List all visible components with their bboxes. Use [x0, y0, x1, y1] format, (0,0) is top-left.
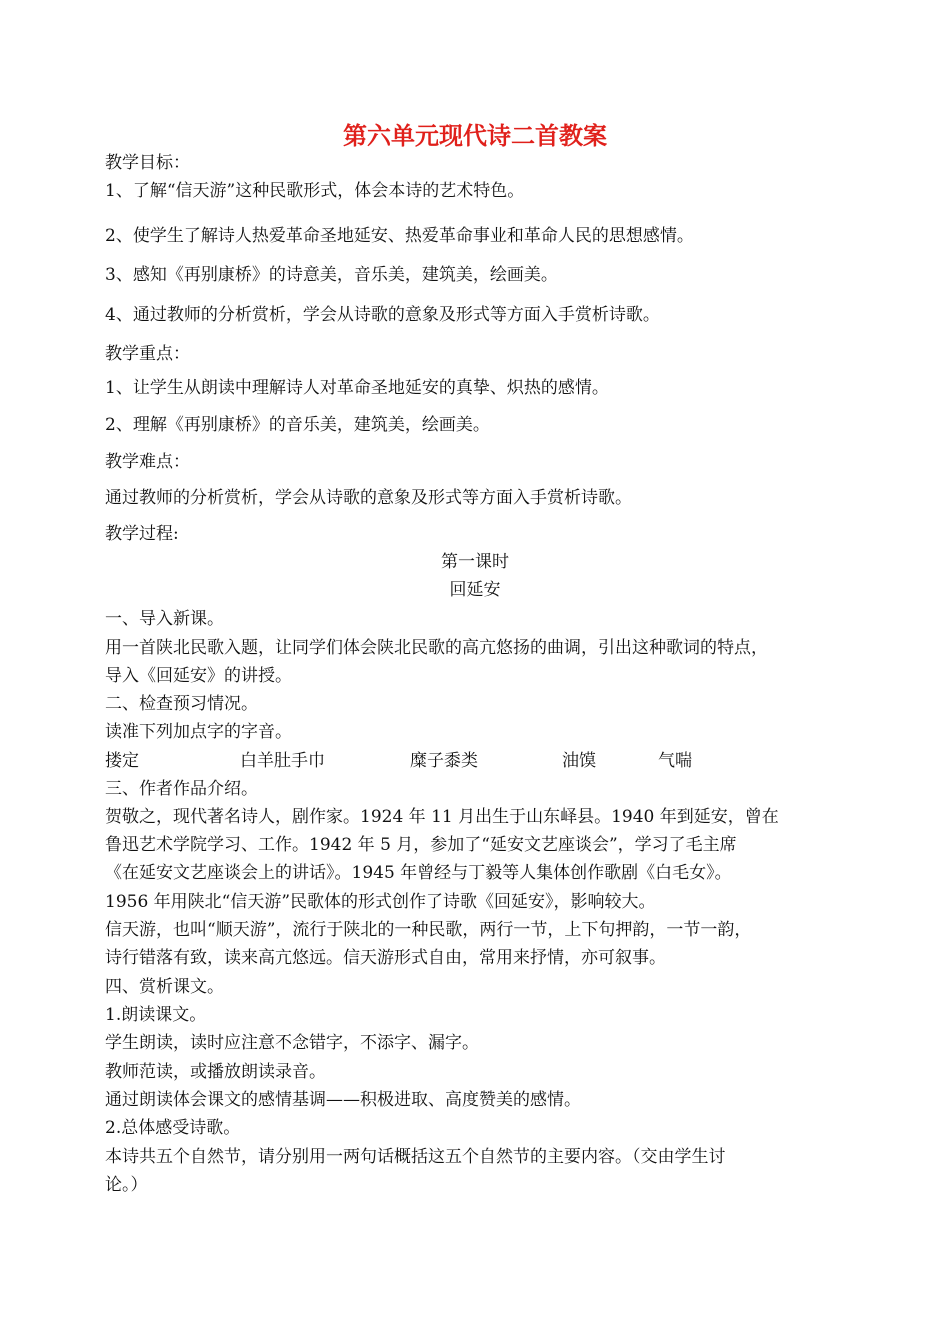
process-heading: 教学过程:: [105, 524, 179, 544]
paragraph-line: 用一首陕北民歌入题，让同学们体会陕北民歌的高亢悠扬的曲调，引出这种歌词的特点，: [105, 638, 768, 658]
vocab-row: [105, 750, 805, 772]
goal-item: 1、了解“信天游”这种民歌形式，体会本诗的艺术特色。: [105, 181, 525, 201]
subsection-heading: 1.朗读课文。: [105, 1005, 207, 1025]
poem-title: 回延安: [449, 580, 501, 600]
vocab-word: 糜子黍类: [410, 751, 478, 771]
goal-item: 2、使学生了解诗人热爱革命圣地延安、热爱革命事业和革命人民的思想感情。: [105, 226, 694, 246]
vocab-word: 油馍: [562, 751, 596, 771]
paragraph-line: 贺敬之，现代著名诗人，剧作家。1924 年 11 月出生于山东峄县。1940 年到延安，曾在: [105, 807, 779, 827]
paragraph-line: 论。）: [105, 1175, 148, 1195]
key-point: 2、理解《再别康桥》的音乐美，建筑美，绘画美。: [105, 415, 490, 435]
difficulty-text: 通过教师的分析赏析，学会从诗歌的意象及形式等方面入手赏析诗歌。: [105, 488, 632, 508]
difficulty-heading: 教学难点：: [105, 452, 190, 472]
vocab-word: 白羊肚手巾: [240, 751, 325, 771]
section-heading: 三、作者作品介绍。: [105, 779, 258, 799]
key-heading: 教学重点：: [105, 344, 190, 364]
paragraph-line: 读准下列加点字的字音。: [105, 722, 292, 742]
paragraph-line: 诗行错落有致，读来高亢悠远。信天游形式自由，常用来抒情，亦可叙事。: [105, 948, 666, 968]
lesson-label: 第一课时: [441, 552, 509, 572]
goal-item: 4、通过教师的分析赏析，学会从诗歌的意象及形式等方面入手赏析诗歌。: [105, 305, 660, 325]
paragraph-line: 信天游，也叫“顺天游”，流行于陕北的一种民歌，两行一节，上下句押韵，一节一韵，: [105, 920, 752, 940]
document-title: 第六单元现代诗二首教案: [343, 122, 607, 150]
subsection-heading: 2.总体感受诗歌。: [105, 1118, 241, 1138]
paragraph-line: 学生朗读，读时应注意不念错字，不添字、漏字。: [105, 1033, 479, 1053]
vocab-word: 气喘: [658, 751, 692, 771]
section-heading: 二、检查预习情况。: [105, 694, 258, 714]
goal-item: 3、感知《再别康桥》的诗意美，音乐美，建筑美，绘画美。: [105, 265, 558, 285]
key-point: 1、让学生从朗读中理解诗人对革命圣地延安的真挚、炽热的感情。: [105, 378, 609, 398]
paragraph-line: 本诗共五个自然节，请分别用一两句话概括这五个自然节的主要内容。（交由学生讨: [105, 1147, 726, 1167]
paragraph-line: 教师范读，或播放朗读录音。: [105, 1062, 326, 1082]
paragraph-line: 通过朗读体会课文的感情基调——积极进取、高度赞美的感情。: [105, 1090, 581, 1110]
paragraph-line: 鲁迅艺术学院学习、工作。1942 年 5 月，参加了“延安文艺座谈会”，学习了毛主席: [105, 835, 737, 855]
paragraph-line: 1956 年用陕北“信天游”民歌体的形式创作了诗歌《回延安》，影响较大。: [105, 892, 656, 912]
paragraph-line: 导入《回延安》的讲授。: [105, 666, 292, 686]
section-heading: 一、导入新课。: [105, 609, 224, 629]
paragraph-line: 《在延安文艺座谈会上的讲话》。1945 年曾经与丁毅等人集体创作歌剧《白毛女》。: [105, 863, 732, 883]
vocab-word: 搂定: [105, 751, 139, 771]
goals-heading: 教学目标：: [105, 153, 190, 173]
section-heading: 四、赏析课文。: [105, 977, 224, 997]
